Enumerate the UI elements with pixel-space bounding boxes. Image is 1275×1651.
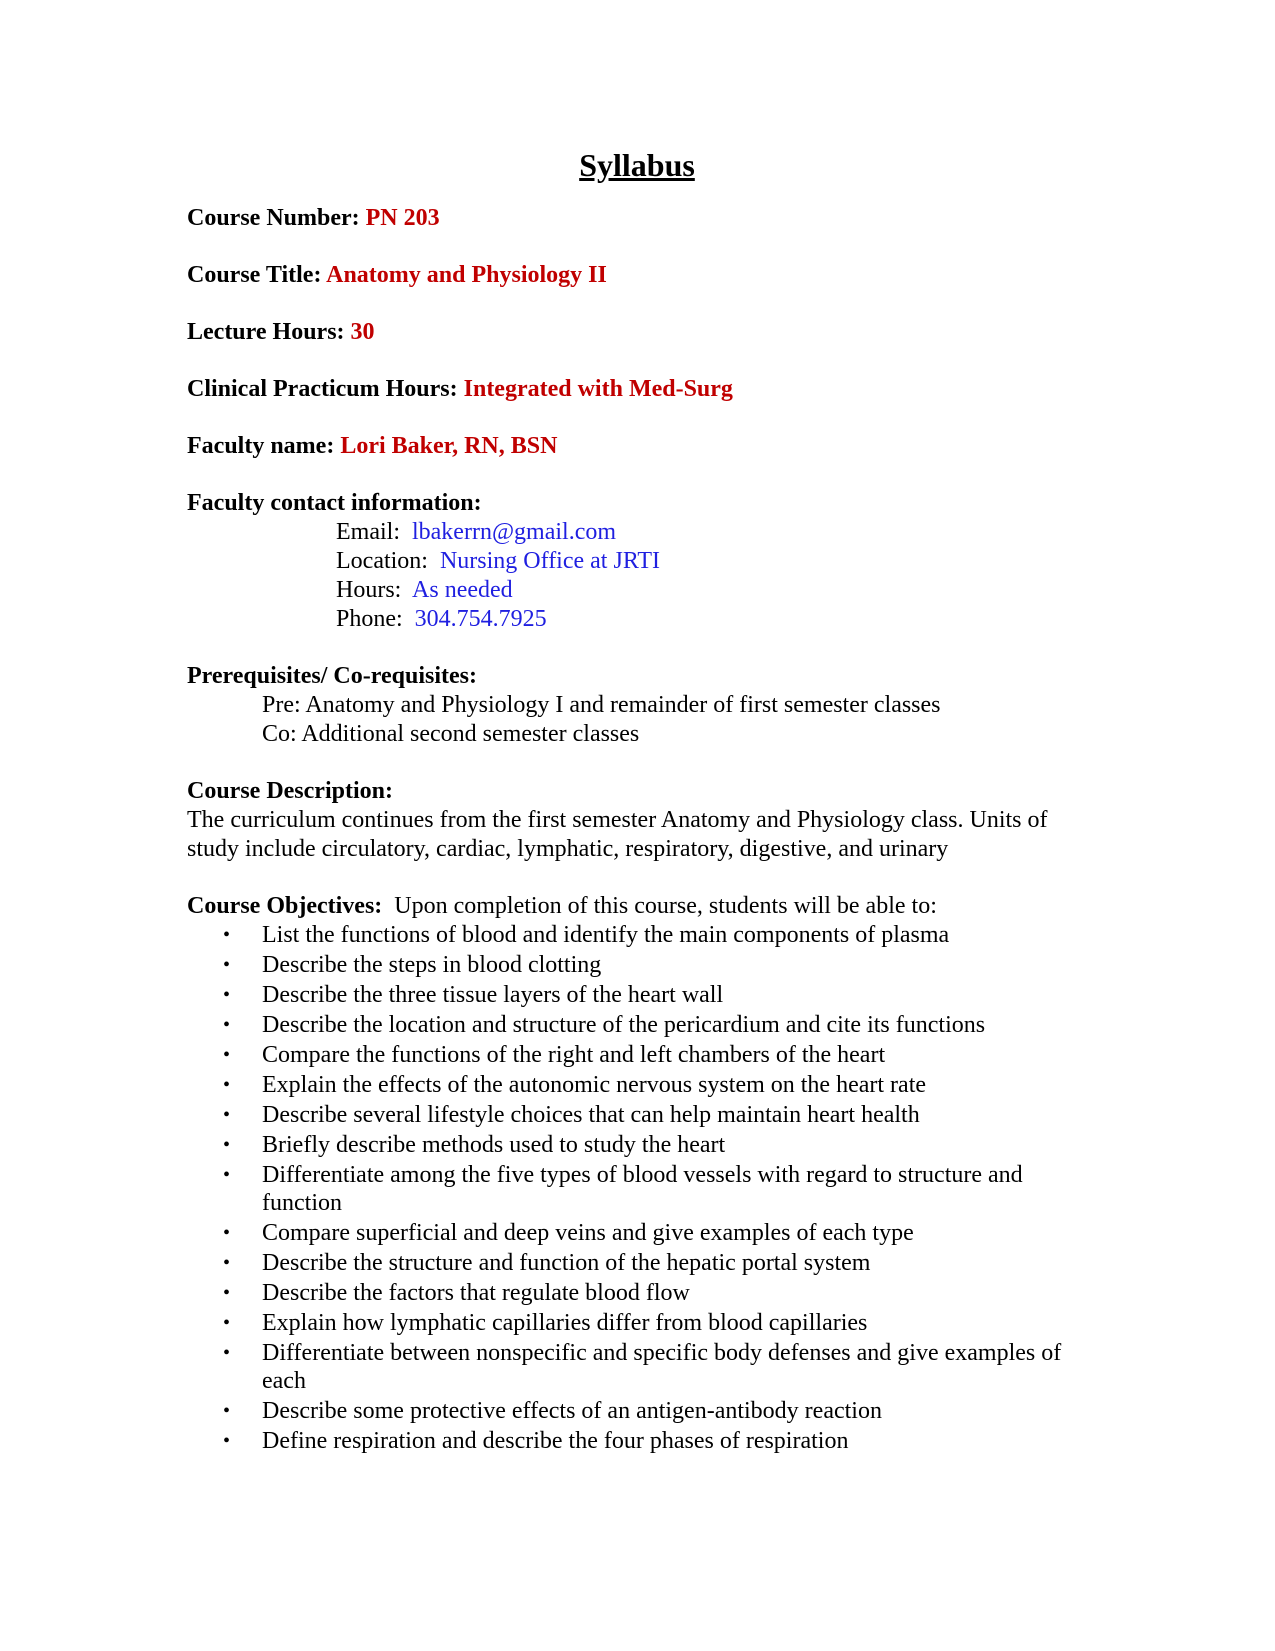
faculty-name-label: Faculty name: [187, 433, 335, 459]
objective-text: Compare the functions of the right and left chambers of the heart [262, 1042, 886, 1068]
description-text: The curriculum continues from the first semester Anatomy and Physiology class. Units of study include circulatory, cardiac, lymphatic, respiratory, digestive, and urinary [187, 807, 1048, 862]
bullet-icon: • [223, 1014, 231, 1036]
objective-item [187, 1071, 1087, 1099]
prerequisites-section [187, 662, 1087, 749]
contact-phone-label: Phone: [336, 606, 403, 632]
objective-text: Briefly describe methods used to study the heart [262, 1132, 726, 1158]
objective-item [187, 1309, 1087, 1337]
objective-text: Describe the location and structure of the pericardium and cite its functions [262, 1012, 986, 1038]
bullet-icon: • [223, 1044, 231, 1066]
objective-item [187, 1011, 1087, 1039]
objective-item [187, 951, 1087, 979]
contact-email-label: Email: [336, 519, 400, 545]
objectives-intro: Upon completion of this course, students will be able to: [394, 893, 937, 919]
bullet-icon: • [223, 1282, 231, 1304]
description-heading: Course Description: [187, 778, 393, 804]
objective-item [187, 1041, 1087, 1069]
bullet-icon: • [223, 1430, 231, 1452]
objective-item [187, 1279, 1087, 1307]
course-description-section [187, 777, 1087, 864]
page-title: Syllabus [579, 147, 695, 183]
objective-item [187, 1101, 1087, 1129]
bullet-icon: • [223, 1074, 231, 1096]
prerequisite-co: Co: Additional second semester classes [262, 721, 640, 747]
objective-text: Describe several lifestyle choices that can help maintain heart health [262, 1102, 920, 1128]
contact-hours-label: Hours: [336, 577, 402, 603]
objective-item [187, 1161, 1087, 1217]
objective-text: Describe the three tissue layers of the heart wall [262, 982, 724, 1008]
course-title-label: Course Title: [187, 262, 322, 288]
objectives-list [187, 921, 1087, 1455]
bullet-icon: • [223, 1164, 231, 1186]
contact-location-label: Location: [336, 548, 428, 574]
contact-location-row [187, 547, 1087, 576]
bullet-icon: • [223, 1400, 231, 1422]
objective-item [187, 1131, 1087, 1159]
course-title-field [187, 261, 1087, 290]
bullet-icon: • [223, 924, 231, 946]
clinical-hours-field [187, 375, 1087, 404]
objective-text: Describe the factors that regulate blood flow [262, 1280, 690, 1306]
lecture-hours-field [187, 318, 1087, 347]
lecture-hours-label: Lecture Hours: [187, 319, 345, 345]
contact-email-link[interactable]: lbakerrn@gmail.com [411, 519, 617, 545]
objective-text: Explain the effects of the autonomic nervous system on the heart rate [262, 1072, 927, 1098]
bullet-icon: • [223, 1342, 231, 1364]
contact-hours-row [187, 576, 1087, 605]
objectives-heading: Course Objectives: [187, 893, 383, 919]
objective-item [187, 1397, 1087, 1425]
objective-text: Describe the structure and function of the hepatic portal system [262, 1250, 871, 1276]
objective-text: List the functions of blood and identify the main components of plasma [262, 922, 950, 948]
faculty-name-field [187, 432, 1087, 461]
contact-location-value: Nursing Office at JRTI [439, 548, 661, 574]
faculty-contact-section [187, 489, 1087, 634]
contact-hours-value: As needed [412, 577, 513, 603]
objective-text: Define respiration and describe the four phases of respiration [262, 1428, 849, 1454]
objective-item [187, 981, 1087, 1009]
objective-text: Describe some protective effects of an antigen-antibody reaction [262, 1398, 882, 1424]
objectives-header-line [187, 892, 1087, 921]
objective-item [187, 1427, 1087, 1455]
objective-text: Compare superficial and deep veins and give examples of each type [262, 1220, 914, 1246]
bullet-icon: • [223, 1222, 231, 1244]
objective-text: Differentiate among the five types of blood vessels with regard to structure and function [262, 1162, 1023, 1216]
syllabus-page [187, 145, 1087, 1457]
prerequisite-pre: Pre: Anatomy and Physiology I and remainder of first semester classes [262, 692, 941, 718]
bullet-icon: • [223, 984, 231, 1006]
objective-item [187, 1249, 1087, 1277]
course-number-label: Course Number: [187, 205, 360, 231]
objective-item [187, 1339, 1087, 1395]
bullet-icon: • [223, 1252, 231, 1274]
objective-text: Explain how lymphatic capillaries differ from blood capillaries [262, 1310, 868, 1336]
objective-item [187, 1219, 1087, 1247]
clinical-hours-label: Clinical Practicum Hours: [187, 376, 458, 402]
bullet-icon: • [223, 1104, 231, 1126]
contact-phone-row [187, 605, 1087, 634]
bullet-icon: • [223, 1134, 231, 1156]
contact-heading: Faculty contact information: [187, 490, 482, 516]
contact-phone-value: 304.754.7925 [414, 606, 547, 632]
clinical-hours-value: Integrated with Med-Surg [463, 376, 733, 402]
course-number-field [187, 204, 1087, 233]
course-number-value: PN 203 [365, 205, 440, 231]
bullet-icon: • [223, 1312, 231, 1334]
objective-item [187, 921, 1087, 949]
faculty-name-value: Lori Baker, RN, BSN [340, 433, 558, 459]
objective-text: Differentiate between nonspecific and specific body defenses and give examples of each [262, 1340, 1062, 1394]
bullet-icon: • [223, 954, 231, 976]
contact-email-row [187, 518, 1087, 547]
course-title-value: Anatomy and Physiology II [326, 262, 607, 288]
course-objectives-section [187, 892, 1087, 1455]
lecture-hours-value: 30 [350, 319, 375, 345]
objective-text: Describe the steps in blood clotting [262, 952, 602, 978]
prerequisites-heading: Prerequisites/ Co-requisites: [187, 663, 477, 689]
